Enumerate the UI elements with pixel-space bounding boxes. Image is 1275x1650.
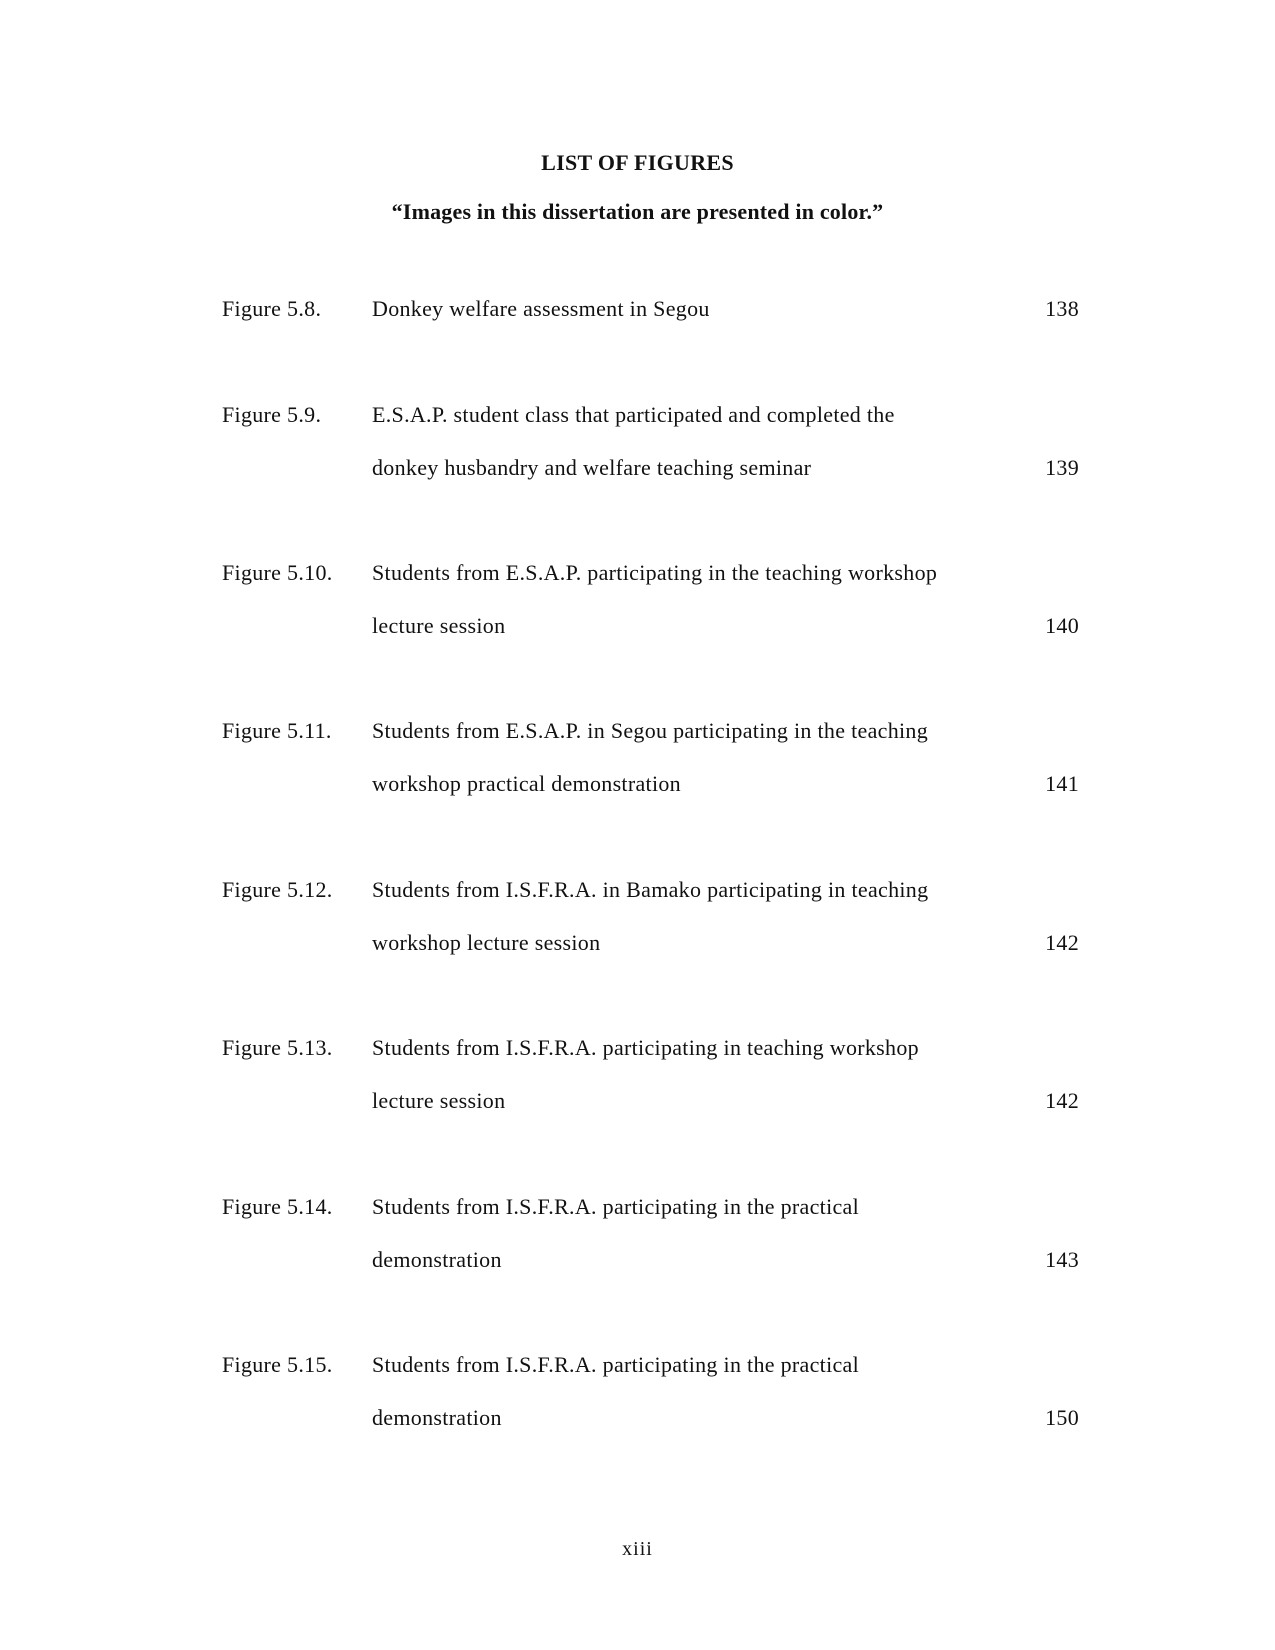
- figure-page-number: 150: [1045, 1405, 1079, 1430]
- figure-label: Figure 5.14.: [222, 1194, 333, 1219]
- figure-caption-line: lecture session: [372, 1088, 506, 1113]
- figure-caption-line: Students from I.S.F.R.A. in Bamako participating in teaching: [372, 877, 929, 902]
- figure-caption-line: workshop lecture session: [372, 930, 601, 955]
- figure-caption-line: E.S.A.P. student class that participated and completed the: [372, 402, 895, 427]
- page-subtitle: “Images in this dissertation are presented in color.”: [391, 199, 884, 224]
- figure-caption-line: Students from E.S.A.P. in Segou participating in the teaching: [372, 718, 929, 743]
- figure-caption-line: workshop practical demonstration: [372, 771, 681, 796]
- figure-page-number: 142: [1045, 930, 1079, 955]
- figure-caption-line: donkey husbandry and welfare teaching seminar: [372, 455, 812, 480]
- figure-label: Figure 5.8.: [222, 296, 322, 321]
- figure-caption-line: Students from I.S.F.R.A. participating in teaching workshop: [372, 1035, 919, 1060]
- figure-label: Figure 5.11.: [222, 718, 332, 743]
- figure-caption-line: Students from I.S.F.R.A. participating in the practical: [372, 1352, 860, 1377]
- figure-label: Figure 5.10.: [222, 560, 333, 585]
- figure-page-number: 142: [1045, 1088, 1079, 1113]
- figure-label: Figure 5.15.: [222, 1352, 333, 1377]
- figure-caption-line: Donkey welfare assessment in Segou: [372, 296, 710, 321]
- figure-page-number: 140: [1045, 613, 1079, 638]
- figure-caption-line: lecture session: [372, 613, 506, 638]
- figure-page-number: 139: [1045, 455, 1079, 480]
- figure-caption-line: Students from E.S.A.P. participating in the teaching workshop: [372, 560, 938, 585]
- figure-page-number: 138: [1045, 296, 1079, 321]
- figure-page-number: 141: [1045, 771, 1079, 796]
- figure-caption-line: demonstration: [372, 1247, 502, 1272]
- figure-label: Figure 5.9.: [222, 402, 322, 427]
- page-number-footer: xiii: [622, 1538, 653, 1560]
- page-title: LIST OF FIGURES: [541, 150, 734, 175]
- figure-caption-line: Students from I.S.F.R.A. participating in the practical: [372, 1194, 860, 1219]
- figure-label: Figure 5.12.: [222, 877, 333, 902]
- figure-caption-line: demonstration: [372, 1405, 502, 1430]
- figure-page-number: 143: [1045, 1247, 1079, 1272]
- figure-label: Figure 5.13.: [222, 1035, 333, 1060]
